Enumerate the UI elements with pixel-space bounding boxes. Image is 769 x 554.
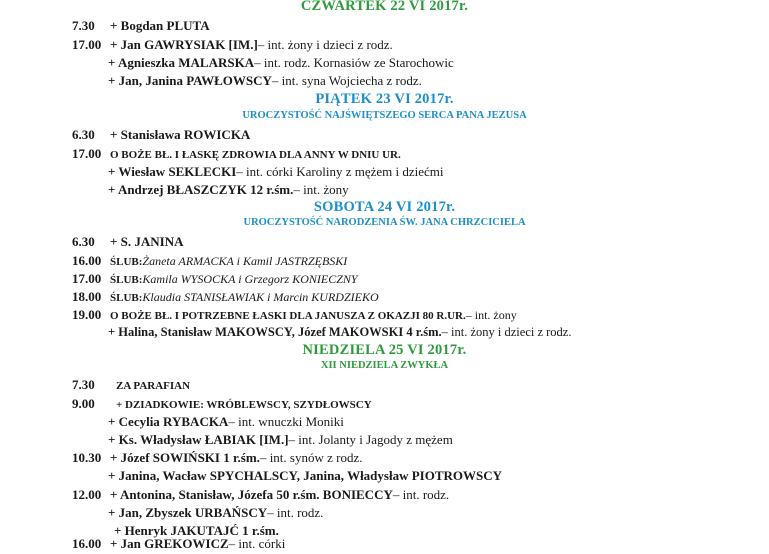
intention-name: + Jan GREKOWICZ: [110, 536, 229, 551]
wedding-couple: Żaneta ARMACKA i Kamil JASTRZĘBSKI: [142, 254, 348, 268]
day-title-thursday: CZWARTEK 22 VI 2017r.: [300, 0, 469, 14]
day-subtitle-friday: UROCZYSTOŚĆ NAJŚWIĘTSZEGO SERCA PANA JEZUSA: [242, 110, 527, 121]
mass-time: 16.00: [72, 253, 102, 268]
intention-line: [72, 146, 401, 164]
intention-name: + Jan, Zbyszek URBAŃSCY: [108, 505, 268, 520]
intention-requester: – int. żony i dzieci z rodz.: [441, 325, 572, 339]
intention-line: [72, 505, 323, 523]
mass-time: 10.30: [72, 450, 102, 465]
mass-time: 17.00: [72, 146, 102, 161]
mass-time: 19.00: [72, 307, 102, 322]
intention-name: + DZIADKOWIE: WRÓBLEWSCY, SZYDŁOWSCY: [116, 399, 372, 411]
mass-time: 7.30: [72, 18, 95, 33]
intention-line: [72, 182, 349, 200]
intention-name: + Cecylia RYBACKA: [108, 414, 229, 429]
intention-requester: – int. żony: [465, 308, 517, 322]
intention-name: + Jan, Janina PAWŁOWSCY: [108, 73, 272, 88]
wedding-label: ŚLUB:: [110, 274, 143, 286]
intention-line: [72, 396, 372, 414]
intention-name: + Ks. Władysław ŁABIAK [IM.]: [108, 432, 289, 447]
intention-requester: – int. córki Karoliny z mężem i dziećmi: [236, 164, 444, 179]
intention-name: + Agnieszka MALARSKA: [108, 55, 255, 70]
intention-name: + Józef SOWIŃSKI 1 r.śm.: [110, 450, 260, 465]
mass-time: 12.00: [72, 487, 102, 502]
intention-line: [72, 325, 571, 343]
intention-name: + Jan GAWRYSIAK [IM.]: [110, 37, 258, 52]
wedding-label: ŚLUB:: [110, 292, 143, 304]
day-subtitle-sunday: XII NIEDZIELA ZWYKŁA: [320, 360, 449, 371]
intention-line: [72, 432, 453, 450]
intention-name: + Henryk JAKUTAJĆ 1 r.śm.: [114, 523, 279, 538]
intention-name: + Wiesław SEKLECKI: [108, 164, 237, 179]
intention-requester: – int. córki: [228, 536, 286, 551]
mass-time: 6.30: [72, 234, 95, 249]
intention-line: [72, 487, 449, 505]
day-title-friday: PIĄTEK 23 VI 2017r.: [315, 91, 454, 107]
intention-requester: – int. Jolanty i Jagody z mężem: [288, 432, 453, 447]
intention-requester: – int. syna Wojciecha z rodz.: [271, 73, 422, 88]
intention-line: [72, 468, 502, 486]
intention-line: [72, 37, 393, 55]
intention-line: [72, 377, 190, 395]
intention-requester: – int. rodz. Kornasiów ze Starochowic: [254, 55, 454, 70]
intention-requester: – int. żony: [293, 182, 349, 197]
mass-time: 7.30: [72, 377, 95, 392]
intention-line: [72, 536, 285, 554]
mass-time: 17.00: [72, 271, 102, 286]
intention-line: [72, 450, 362, 468]
wedding-couple: Klaudia STANISŁAWIAK i Marcin KURDZIEKO: [142, 290, 379, 304]
intention-line: [72, 234, 184, 252]
wedding-line: [72, 289, 379, 307]
intention-line: [72, 18, 210, 36]
intention-line: [72, 164, 444, 182]
wedding-line: [72, 271, 358, 289]
intention-name: ZA PARAFIAN: [116, 380, 191, 392]
intention-requester: – int. synów z rodz.: [259, 450, 363, 465]
intention-name: + Bogdan PLUTA: [110, 18, 210, 33]
intention-name: + Halina, Stanisław MAKOWSCY, Józef MAKOWSKI 4 r.śm.: [108, 325, 442, 339]
intention-name: + Stanisława ROWICKA: [110, 127, 251, 142]
intention-line: [72, 414, 344, 432]
intention-line: [72, 127, 250, 145]
wedding-line: [72, 253, 347, 271]
intention-requester: – int. rodz.: [267, 505, 324, 520]
mass-time: 17.00: [72, 37, 102, 52]
intention-requester: – int. żony i dzieci z rodz.: [257, 37, 393, 52]
intention-line: [72, 73, 422, 91]
intention-name: + Janina, Wacław SPYCHALSCY, Janina, Władysław PIOTROWSCY: [108, 468, 503, 483]
intention-name: + Antonina, Stanisław, Józefa 50 r.śm. BONIECCY: [110, 487, 393, 502]
intention-line: [72, 307, 517, 325]
intention-requester: – int. wnuczki Moniki: [228, 414, 344, 429]
intention-name: + Andrzej BŁASZCZYK 12 r.śm.: [108, 182, 294, 197]
intention-name: + S. JANINA: [110, 234, 184, 249]
wedding-label: ŚLUB:: [110, 256, 143, 268]
day-title-sunday: NIEDZIELA 25 VI 2017r.: [302, 342, 467, 358]
mass-time: 9.00: [72, 396, 95, 411]
day-subtitle-saturday: UROCZYSTOŚĆ NARODZENIA ŚW. JANA CHRZCICIELA: [243, 217, 526, 228]
wedding-couple: Kamila WYSOCKA i Grzegorz KONIECZNY: [142, 272, 358, 286]
mass-time: 18.00: [72, 289, 102, 304]
mass-time: 16.00: [72, 536, 102, 551]
intention-requester: – int. rodz.: [392, 487, 450, 502]
intention-name: O BOŻE BŁ. I ŁASKĘ ZDROWIA DLA ANNY W DNIU UR.: [110, 149, 401, 161]
intention-line: [72, 55, 454, 73]
mass-time: 6.30: [72, 127, 95, 142]
intention-name: O BOŻE BŁ. I POTRZEBNE ŁASKI DLA JANUSZA Z OKAZJI 80 R.UR.: [110, 310, 466, 322]
day-title-saturday: SOBOTA 24 VI 2017r.: [313, 199, 456, 215]
